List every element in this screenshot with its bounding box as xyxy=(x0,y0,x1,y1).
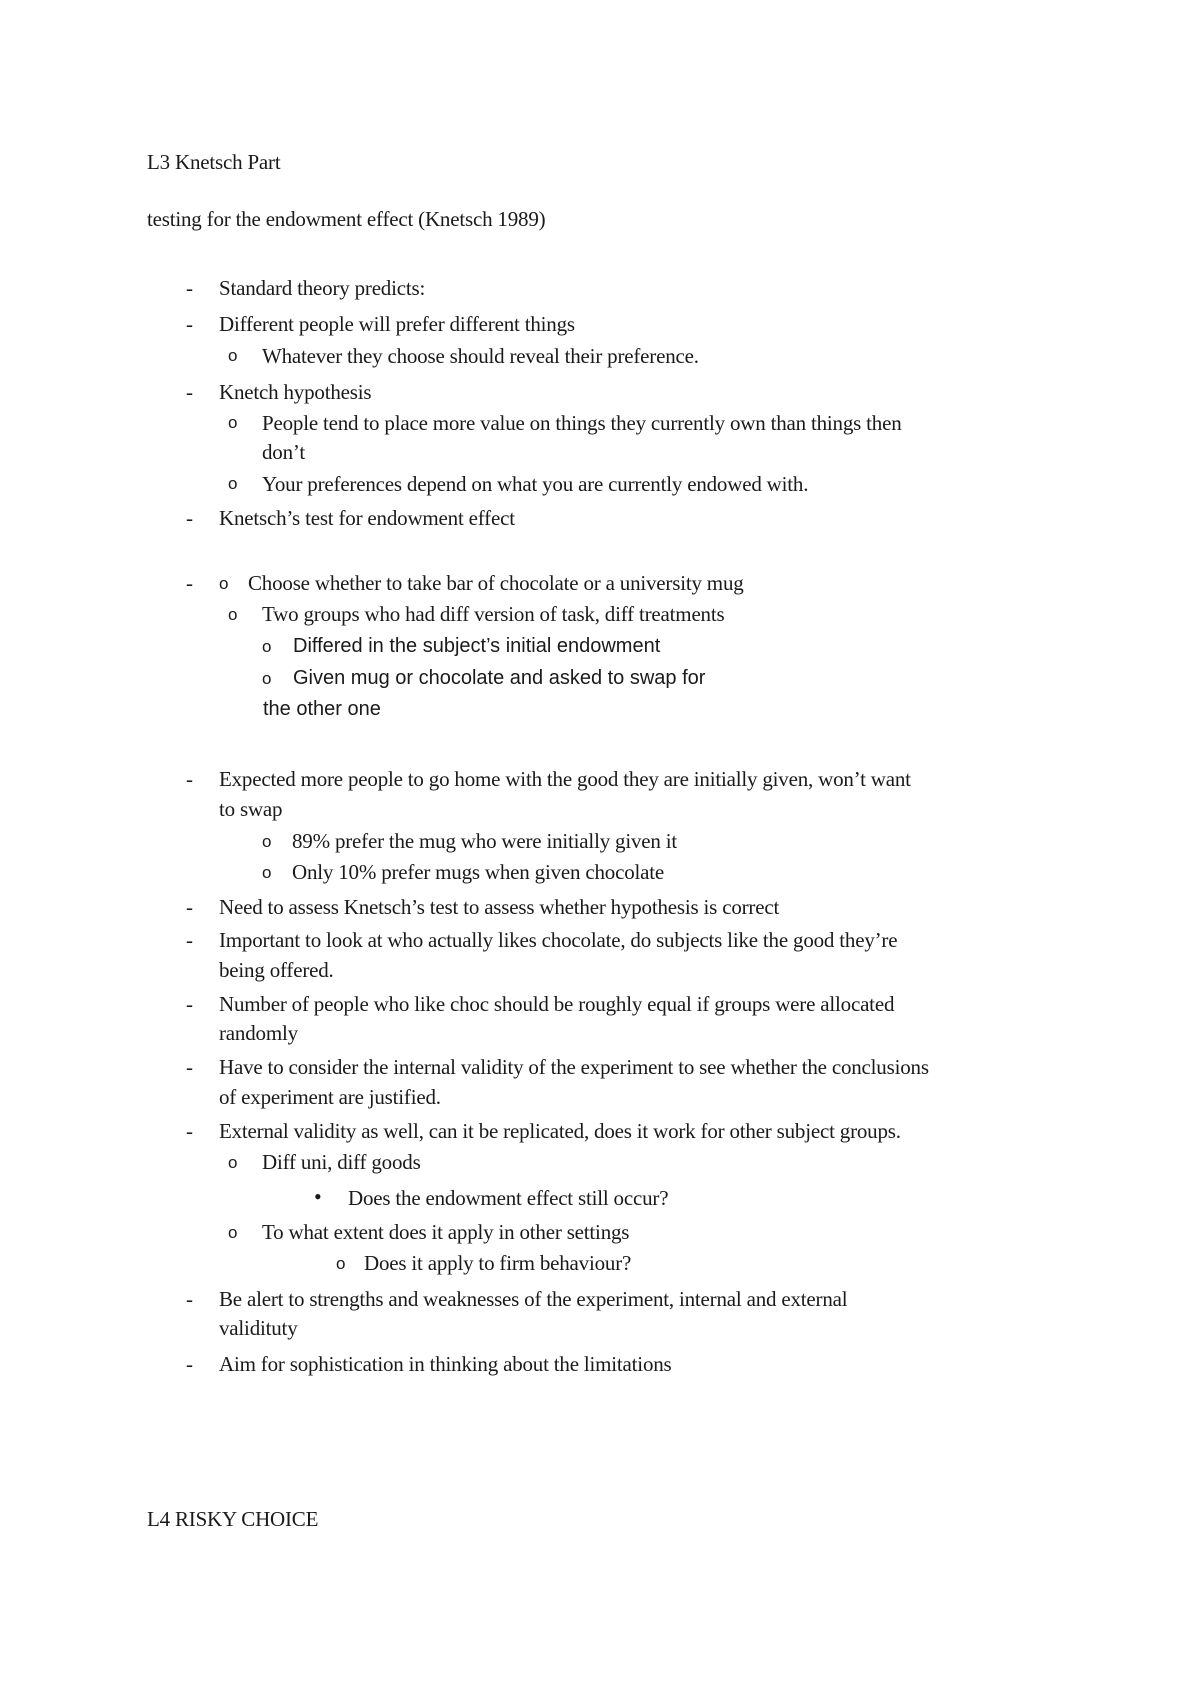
circle-bullet: o xyxy=(228,413,238,432)
sub-sub-list-item: Does the endowment effect still occur? xyxy=(348,1186,669,1210)
list-item: Have to consider the internal validity of the experiment to see whether the conclusions xyxy=(219,1055,929,1079)
dash-bullet: - xyxy=(186,928,193,952)
sub-list-item: People tend to place more value on things they currently own than things then xyxy=(262,411,902,435)
dash-bullet: - xyxy=(186,276,193,300)
list-item-continued: to swap xyxy=(219,797,283,821)
list-item: Important to look at who actually likes chocolate, do subjects like the good they’re xyxy=(219,928,898,952)
list-item: Need to assess Knetsch’s test to assess whether hypothesis is correct xyxy=(219,895,780,919)
dash-bullet: - xyxy=(186,992,193,1016)
sub-sub-list-item: Given mug or chocolate and asked to swap for xyxy=(293,667,706,689)
sub-list-item: To what extent does it apply in other settings xyxy=(262,1220,630,1244)
dash-bullet: - xyxy=(186,1287,193,1311)
list-item-continued: randomly xyxy=(219,1021,298,1045)
dash-bullet: - xyxy=(186,1055,193,1079)
sub-list-item: Only 10% prefer mugs when given chocolate xyxy=(292,860,665,884)
list-item: Knetch hypothesis xyxy=(219,380,372,404)
list-item: External validity as well, can it be replicated, does it work for other subject groups. xyxy=(219,1119,901,1143)
sub-list-item-continued: don’t xyxy=(262,440,305,464)
dash-bullet: - xyxy=(186,895,193,919)
list-item-continued: being offered. xyxy=(219,958,334,982)
dash-bullet: - xyxy=(186,1119,193,1143)
sub-list-item: Two groups who had diff version of task, diff treatments xyxy=(262,602,725,626)
list-item: Be alert to strengths and weaknesses of the experiment, internal and external xyxy=(219,1287,848,1311)
filled-bullet: • xyxy=(314,1184,322,1209)
circle-bullet: o xyxy=(262,832,272,851)
dash-bullet: - xyxy=(186,506,193,530)
dash-bullet: - xyxy=(186,767,193,791)
circle-bullet: o xyxy=(228,1223,238,1242)
circle-bullet: o xyxy=(219,574,229,593)
sub-sub-list-item: Does it apply to firm behaviour? xyxy=(364,1251,632,1275)
section-heading: L4 RISKY CHOICE xyxy=(147,1507,319,1531)
dash-bullet: - xyxy=(186,312,193,336)
circle-bullet: o xyxy=(336,1254,346,1273)
list-item: Aim for sophistication in thinking about the limitations xyxy=(219,1352,672,1376)
list-item: Knetsch’s test for endowment effect xyxy=(219,506,515,530)
list-item: Number of people who like choc should be roughly equal if groups were allocated xyxy=(219,992,895,1016)
sub-list-item: Diff uni, diff goods xyxy=(262,1150,421,1174)
page-title: L3 Knetsch Part xyxy=(147,150,281,174)
list-item-continued: of experiment are justified. xyxy=(219,1085,441,1109)
dash-bullet: - xyxy=(186,380,193,404)
sub-list-item: Your preferences depend on what you are currently endowed with. xyxy=(262,472,809,496)
intro-line: testing for the endowment effect (Knetsch 1989) xyxy=(147,207,546,231)
list-item: Standard theory predicts: xyxy=(219,276,426,300)
circle-bullet: o xyxy=(228,346,238,365)
list-item: Choose whether to take bar of chocolate or a university mug xyxy=(248,571,744,595)
list-item: Different people will prefer different things xyxy=(219,312,575,336)
sub-list-item: 89% prefer the mug who were initially given it xyxy=(292,829,678,853)
dash-bullet: - xyxy=(186,1352,193,1376)
circle-bullet: o xyxy=(228,605,238,624)
sub-sub-list-item-continued: the other one xyxy=(263,698,381,720)
circle-bullet: o xyxy=(262,669,272,688)
list-item-continued: validituty xyxy=(219,1316,298,1340)
sub-sub-list-item: Differed in the subject’s initial endowment xyxy=(293,635,661,657)
circle-bullet: o xyxy=(262,637,272,656)
circle-bullet: o xyxy=(262,863,272,882)
circle-bullet: o xyxy=(228,1153,238,1172)
list-item: Expected more people to go home with the good they are initially given, won’t want xyxy=(219,767,911,791)
sub-list-item: Whatever they choose should reveal their preference. xyxy=(262,344,699,368)
circle-bullet: o xyxy=(228,474,238,493)
dash-bullet: - xyxy=(186,571,193,595)
